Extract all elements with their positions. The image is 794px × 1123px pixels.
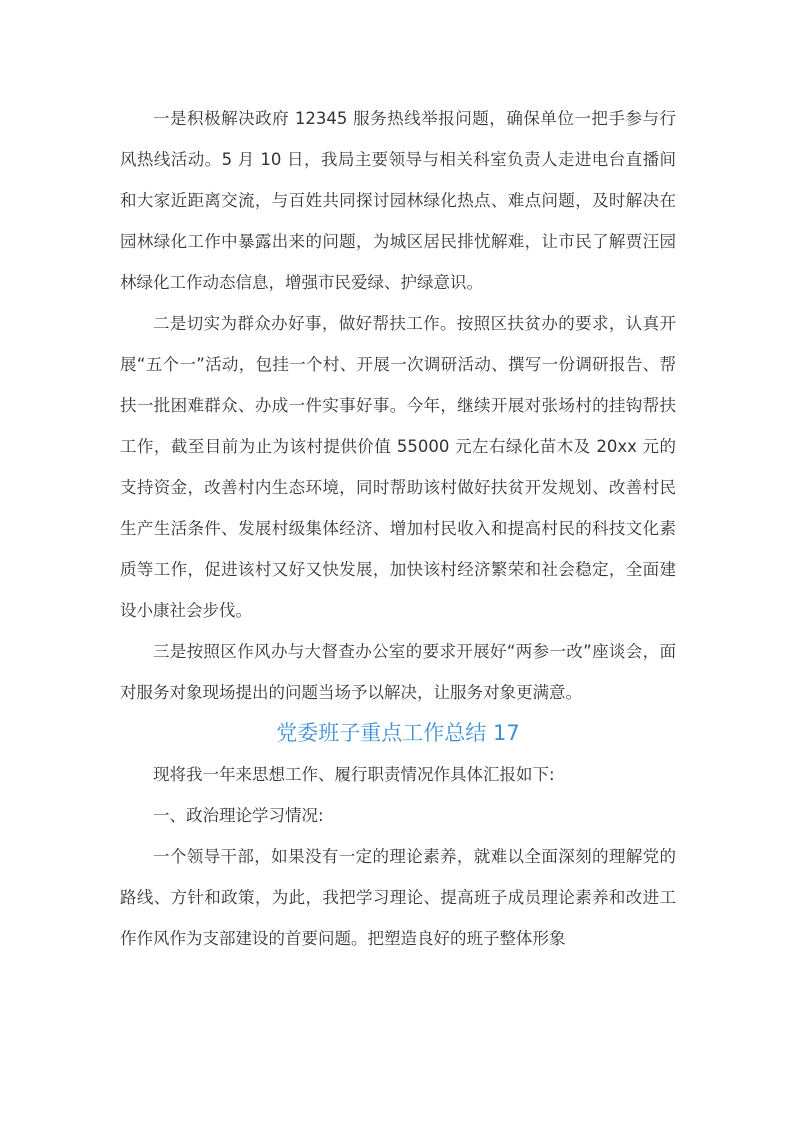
paragraph-subheading: 一、政治理论学习情况: [153, 806, 324, 825]
section-title: 党委班子重点工作总结 17 [276, 721, 520, 745]
paragraph-symposium: 三是按照区作风办与大督查办公室的要求开展好“两参一改”座谈会，面对服务对象现场提出的问题当场予以解决，让服务对象更满意。 [120, 642, 676, 702]
paragraph-theory-study: 一个领导干部，如果没有一定的理论素养，就难以全面深刻的理解党的路线、方针和政策，为此，我把学习理论、提高班子成员理论素养和改进工作作风作为支部建设的首要问题。把塑造良好的班子整体形象 [120, 847, 676, 948]
paragraph-poverty-aid: 二是切实为群众办好事，做好帮扶工作。按照区扶贫办的要求，认真开展“五个一”活动，包挂一个村、开展一次调研活动、撰写一份调研报告、帮扶一批困难群众、办成一件实事好事。今年，继续开展对张场村的挂钩帮扶工作，截至目前为止为该村提供价值 55000 元左右绿化苗木及 20xx 元的支持资金，改善村内生态环境，同时帮助该村做好扶贫开发规划、改善村民生产生活条件、发展村级集体经济、增加村民收入和提高村民的科技文化素质等工作，促进该村又好又快发展，加快该村经济繁荣和社会稳定，全面建设小康社会步伐。 [120, 314, 676, 620]
paragraph-hotline: 一是积极解决政府 12345 服务热线举报问题，确保单位一把手参与行风热线活动。5 月 10 日，我局主要领导与相关科室负责人走进电台直播间和大家近距离交流，与百姓共同探讨园林绿化热点、难点问题，及时解决在园林绿化工作中暴露出来的问题，为城区居民排忧解难，让市民了解贾汪园林绿化工作动态信息，增强市民爱绿、护绿意识。 [120, 109, 676, 292]
document-body [120, 98, 676, 959]
paragraph-intro: 现将我一年来思想工作、履行职责情况作具体汇报如下: [153, 765, 555, 784]
